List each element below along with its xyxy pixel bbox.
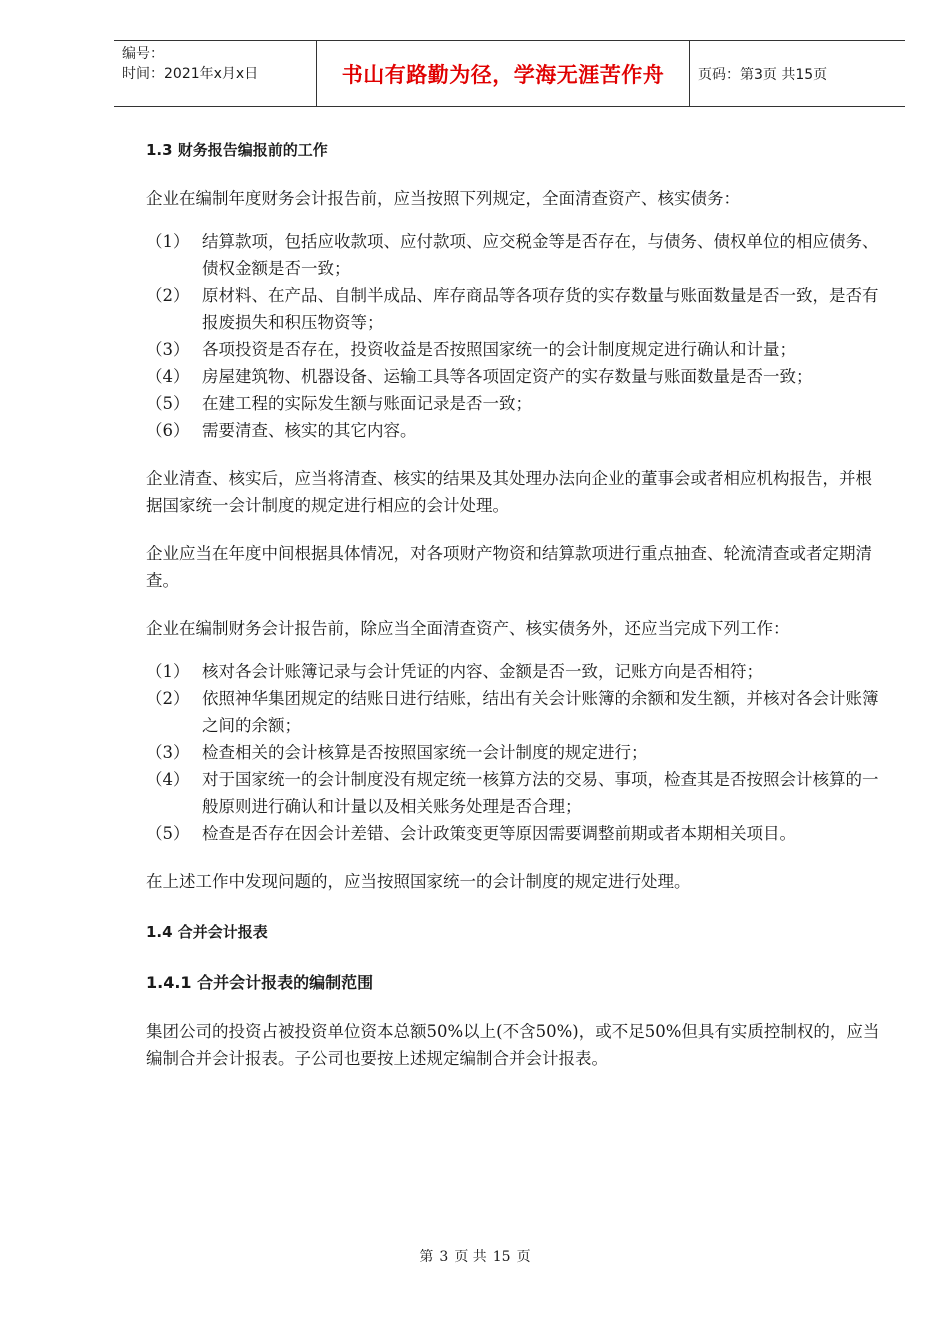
checklist-closing	[146, 658, 886, 847]
list-number: （4）	[146, 367, 190, 386]
list-number: （3）	[146, 743, 190, 762]
page-footer	[0, 1246, 950, 1266]
list-text: 核对各会计账簿记录与会计凭证的内容、金额是否一致，记账方向是否相符；	[202, 662, 763, 681]
list-number: （5）	[146, 824, 190, 843]
list-item	[146, 417, 886, 444]
list-item	[146, 766, 886, 820]
list-number: （2）	[146, 689, 190, 708]
list-number: （5）	[146, 394, 190, 413]
list-number: （4）	[146, 770, 190, 789]
list-text: 各项投资是否存在，投资收益是否按照国家统一的会计制度规定进行确认和计量；	[202, 340, 796, 359]
paragraph: 企业清查、核实后，应当将清查、核实的结果及其处理办法向企业的董事会或者相应机构报告，并根据国家统一会计制度的规定进行相应的会计处理。	[146, 469, 872, 515]
list-text: 在建工程的实际发生额与账面记录是否一致；	[202, 394, 532, 413]
document-body	[146, 130, 886, 1072]
list-item	[146, 739, 886, 766]
list-item	[146, 363, 886, 390]
list-item	[146, 820, 886, 847]
list-number: （6）	[146, 421, 190, 440]
footer-mid: 页 共	[454, 1249, 487, 1265]
list-item	[146, 390, 886, 417]
checklist-assets	[146, 228, 886, 444]
footer-page-number: 3	[439, 1249, 449, 1265]
list-item	[146, 228, 886, 282]
list-text: 检查是否存在因会计差错、会计政策变更等原因需要调整前期或者本期相关项目。	[202, 824, 796, 843]
list-number: （1）	[146, 232, 190, 251]
document-number-label: 编号：	[122, 46, 164, 62]
list-number: （1）	[146, 662, 190, 681]
page-header	[114, 40, 905, 107]
footer-prefix: 第	[419, 1249, 434, 1265]
list-text: 需要清查、核实的其它内容。	[202, 421, 417, 440]
list-text: 依照神华集团规定的结账日进行结账，结出有关会计账簿的余额和发生额，并核对各会计账簿之间的余额；	[202, 689, 879, 735]
list-text: 检查相关的会计核算是否按照国家统一会计制度的规定进行；	[202, 743, 648, 762]
list-item	[146, 658, 886, 685]
header-meta	[114, 41, 316, 106]
list-text: 对于国家统一的会计制度没有规定统一核算方法的交易、事项，检查其是否按照会计核算的一般原则进行确认和计量以及相关账务处理是否合理；	[202, 770, 879, 816]
section-1-4-title: 1.4 合并会计报表	[146, 923, 268, 941]
list-item	[146, 336, 886, 363]
list-text: 原材料、在产品、自制半成品、库存商品等各项存货的实存数量与账面数量是否一致，是否有报废损失和积压物资等；	[202, 286, 879, 332]
paragraph: 在上述工作中发现问题的，应当按照国家统一的会计制度的规定进行处理。	[146, 872, 691, 891]
footer-total-pages: 15	[492, 1249, 511, 1265]
header-motto: 书山有路勤为径，学海无涯苦作舟	[316, 41, 690, 106]
list-item	[146, 685, 886, 739]
footer-suffix: 页	[516, 1249, 531, 1265]
paragraph: 企业在编制财务会计报告前，除应当全面清查资产、核实债务外，还应当完成下列工作：	[146, 619, 790, 638]
list-item	[146, 282, 886, 336]
document-date: 时间：2021年x月x日	[122, 66, 259, 82]
list-number: （2）	[146, 286, 190, 305]
section-1-3-title: 1.3 财务报告编报前的工作	[146, 141, 328, 159]
section-1-4-1-title: 1.4.1 合并会计报表的编制范围	[146, 973, 374, 992]
list-text: 房屋建筑物、机器设备、运输工具等各项固定资产的实存数量与账面数量是否一致；	[202, 367, 813, 386]
paragraph: 集团公司的投资占被投资单位资本总额50%以上(不含50%)，或不足50%但具有实质控制权的，应当编制合并会计报表。子公司也要按上述规定编制合并会计报表。	[146, 1022, 880, 1068]
header-page-info: 页码：第3页 共15页	[698, 66, 828, 83]
list-number: （3）	[146, 340, 190, 359]
paragraph: 企业在编制年度财务会计报告前，应当按照下列规定，全面清查资产、核实债务：	[146, 189, 740, 208]
paragraph: 企业应当在年度中间根据具体情况，对各项财产物资和结算款项进行重点抽查、轮流清查或者定期清查。	[146, 544, 872, 590]
list-text: 结算款项，包括应收款项、应付款项、应交税金等是否存在，与债务、债权单位的相应债务、债权金额是否一致；	[202, 232, 879, 278]
